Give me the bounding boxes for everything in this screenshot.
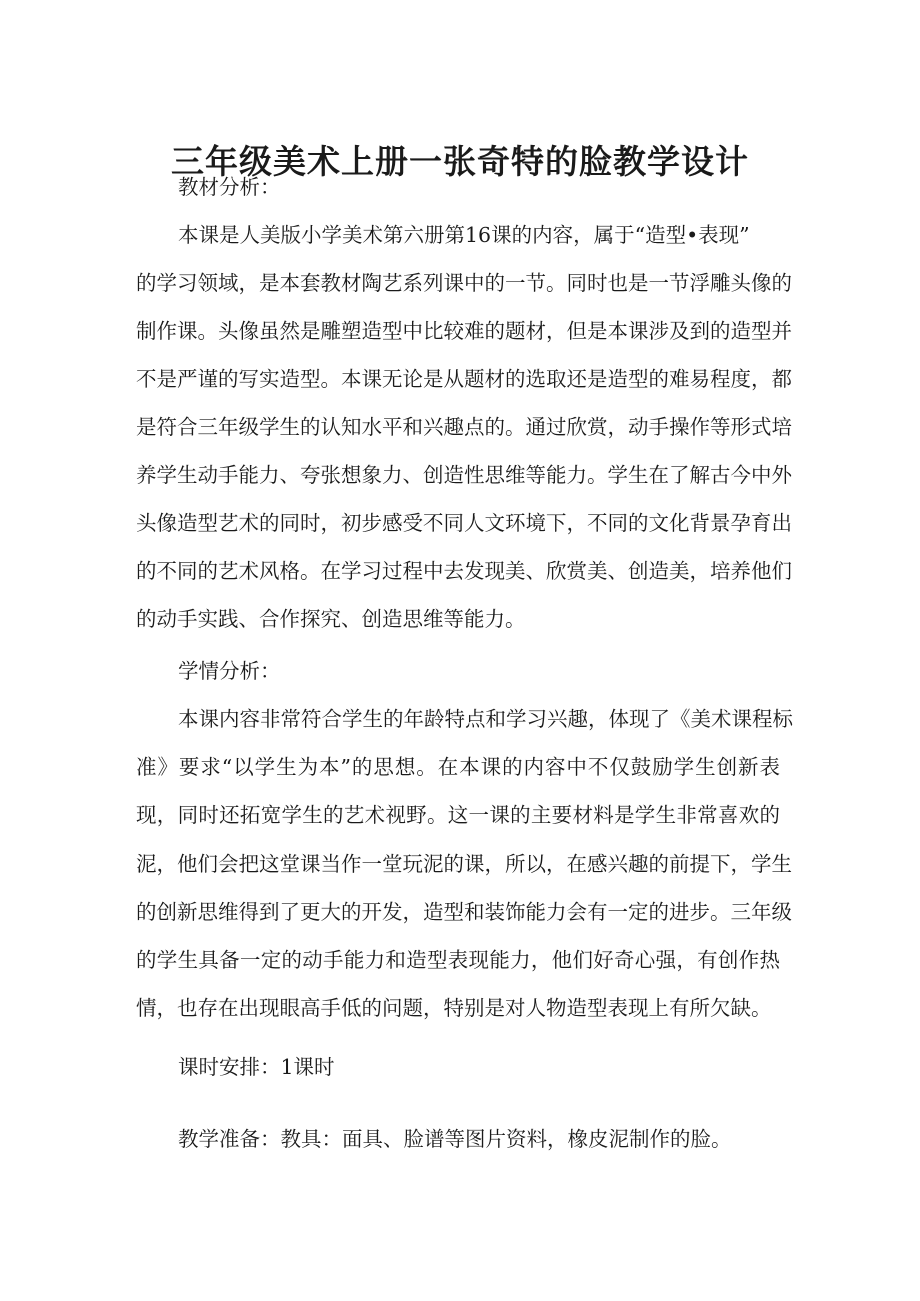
paragraph-line: 的学习领域，是本套教材陶艺系列课中的一节。同时也是一节浮雕头像的 [136,271,792,295]
class-schedule: 课时安排：1课时 [178,1055,335,1079]
paragraph-line: 不是严谨的写实造型。本课无论是从题材的选取还是造型的难易程度，都 [136,367,792,391]
paragraph-line: 的不同的艺术风格。在学习过程中去发现美、欣赏美、创造美，培养他们 [136,559,792,583]
teaching-preparation: 教学准备：教具：面具、脸谱等图片资料，橡皮泥制作的脸。 [178,1127,732,1151]
paragraph-line: 准》要求“以学生为本”的思想。在本课的内容中不仅鼓励学生创新表 [136,755,780,779]
section-heading-material-analysis: 教材分析： [178,175,281,199]
paragraph-line: 头像造型艺术的同时，初步感受不同人文环境下，不同的文化背景孕育出 [136,511,792,535]
paragraph-line: 情，也存在出现眼高手低的问题，特别是对人物造型表现上有所欠缺。 [136,996,772,1020]
paragraph-line: 的创新思维得到了更大的开发，造型和装饰能力会有一定的进步。三年级 [136,900,792,924]
paragraph-line: 的学生具备一定的动手能力和造型表现能力，他们好奇心强，有创作热 [136,948,780,972]
paragraph-line: 养学生动手能力、夸张想象力、创造性思维等能力。学生在了解古今中外 [136,463,792,487]
paragraph-line: 本课是人美版小学美术第六册第16课的内容，属于“造型•表现” [178,223,750,247]
document-title: 三年级美术上册一张奇特的脸教学设计 [171,142,749,182]
section-heading-student-analysis: 学情分析： [178,659,281,683]
paragraph-line: 是符合三年级学生的认知水平和兴趣点的。通过欣赏，动手操作等形式培 [136,415,792,439]
paragraph-line: 制作课。头像虽然是雕塑造型中比较难的题材，但是本课涉及到的造型并 [136,319,792,343]
paragraph-line: 现，同时还拓宽学生的艺术视野。这一课的主要材料是学生非常喜欢的 [136,803,780,827]
paragraph-line: 本课内容非常符合学生的年龄特点和学习兴趣，体现了《美术课程标 [178,707,793,731]
paragraph-line: 的动手实践、合作探究、创造思维等能力。 [136,607,526,631]
paragraph-line: 泥，他们会把这堂课当作一堂玩泥的课，所以，在感兴趣的前提下，学生 [136,852,792,876]
